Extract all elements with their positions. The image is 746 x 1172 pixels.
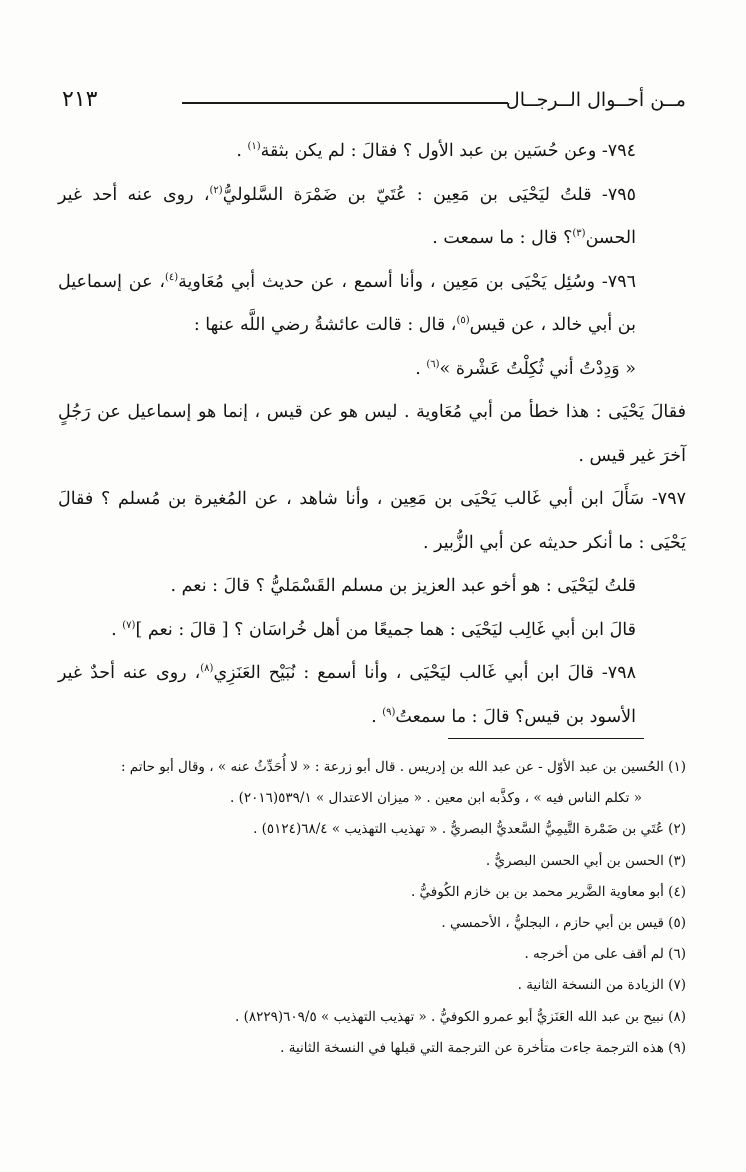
running-title: مــن أحــوال الــرجــال (505, 89, 686, 111)
footnote-ref-8[interactable]: (٨) (200, 663, 214, 675)
entry-text: ، روى عنه أحد غير الحسن (58, 184, 636, 248)
entry-text: ٧٩٦- وسُئِل يَحْيَى بن مَعِين ، وأنا أسمع ، عن حديث أبي مُعَاوية (178, 271, 636, 292)
footnote-ref-5[interactable]: (٥) (456, 315, 470, 327)
footnote-8: (٨) نبيح بن عبد الله العَنَزيُّ أبو عمرو الكوفيُّ . « تهذيب التهذيب » ٦٠٩/٥(٨٢٢٩) . (235, 1008, 686, 1025)
yahya-comment (58, 391, 686, 478)
entry-text: . (111, 619, 123, 640)
footnote-ref-6[interactable]: (٦) (426, 358, 440, 370)
footnote-5: (٥) قيس بن أبي حازم ، البجليُّ ، الأحمسي . (441, 915, 686, 932)
quote-aisha (58, 348, 686, 392)
entry-text: قلتُ ليَحْيَى : هو أخو عبد العزيز بن مسلم القَسْمَليُّ ؟ قالَ : نعم . (170, 576, 636, 596)
entry-797 (58, 478, 686, 565)
entry-797-followup (58, 609, 686, 653)
entry-text: ٧٩٨- قالَ ابن أبي غَالب ليَحْيَى ، وأنا أسمع : نُبَيْح العَنَزِي (213, 663, 636, 683)
page-number: ٢١٣ (62, 87, 98, 112)
entry-798 (58, 652, 686, 739)
footnote-2: (٢) عُتَي بن ضَمْرة التَّيمِيُّ السَّعديُّ البصريُّ . « تهذيب التهذيب » ٦٨/٤(٥١٢٤) . (253, 821, 686, 838)
footnote-ref-9[interactable]: (٩) (382, 706, 396, 718)
entry-text: قالَ ابن أبي غَالِب ليَحْيَى : هما جميعًا من أهل خُراسَان ؟ [ قالَ : نعم ] (135, 619, 636, 640)
footnote-3: (٣) الحسن بن أبي الحسن البصريُّ . (485, 852, 686, 869)
entry-795 (58, 174, 686, 261)
footnote-9: (٩) هذه الترجمة جاءت متأخرة عن الترجمة التي قبلها في النسخة الثانية . (280, 1039, 686, 1056)
footnote-ref-2[interactable]: (٢) (209, 184, 223, 196)
footnote-1: (١) الحُسين بن عبد الأوّل - عن عبد الله بن إدريس . قال أبو زرعة : « لا أُحَدِّثُ عنه » ، وقال أبو حاتم : (120, 759, 686, 775)
entry-text: ، قال : قالت عائشةُ رضي اللَّه عنها : (193, 315, 457, 335)
entry-796 (58, 261, 686, 348)
footnote-ref-7[interactable]: (٧) (122, 619, 136, 631)
entry-794 (58, 130, 686, 174)
footnote-7: (٧) الزيادة من النسخة الثانية . (517, 977, 686, 994)
entry-text: ، عن إسماعيل بن أبي خالد ، عن قيس (58, 271, 636, 335)
entry-text: ٧٩٧- سَأَلَ ابن أبي غَالب يَحْيَى بن مَعِين ، وأنا شاهد ، عن المُغيرة بن مُسلم ؟ فقالَ يَحْيَى : ما أنكر حديثه عن أبي الزُّبير . (58, 489, 686, 553)
footnote-ref-4[interactable]: (٤) (164, 271, 179, 283)
footnote-ref-3[interactable]: (٣) (572, 228, 586, 240)
entry-text: . (415, 358, 427, 379)
entry-text: ، روى عنه أحدٌ غير الأسود بن قيس؟ قالَ : ما سمعتُ (58, 663, 636, 727)
entry-text: . (236, 141, 248, 161)
footnote-ref-1[interactable]: (١) (247, 141, 261, 153)
entry-text: ؟ قال : ما سمعت . (432, 228, 573, 248)
main-text (58, 130, 686, 739)
footnote-6: (٦) لم أقف على من أخرجه . (524, 946, 686, 963)
page-header (62, 86, 686, 116)
entry-text: فقالَ يَحْيَى : هذا خطأ من أبي مُعَاوية . ليس هو عن قيس ، إنما هو إسماعيل عن رَجُلٍ آخرَ غير قيس . (58, 402, 686, 466)
quote-text: « وَدِدْتُ أني ثُكِلْتُ عَشْرة » (439, 358, 636, 379)
footnote-4: (٤) أبو معاوية الضَّرير محمد بن بن خازم الكُوفيُّ . (410, 883, 686, 900)
footnote-separator (448, 738, 644, 739)
entry-text: ٧٩٤- وعن حُسَين بن عبد الأول ؟ فقالَ : لم يكن بثقة (260, 141, 636, 161)
footnotes (50, 752, 686, 1064)
footnote-1-continued: « تكلم الناس فيه » ، وكذَّبه ابن معين . « ميزان الاعتدال » ٥٣٩/١(٢٠١٦) . (230, 790, 642, 807)
entry-797-question (58, 565, 686, 609)
header-rule (182, 102, 508, 104)
entry-text: ٧٩٥- قلتُ ليَحْيَى بن مَعِين : عُتَيّ بن ضَمْرَة السَّلوليُّ (222, 184, 637, 205)
entry-text: . (371, 706, 383, 727)
